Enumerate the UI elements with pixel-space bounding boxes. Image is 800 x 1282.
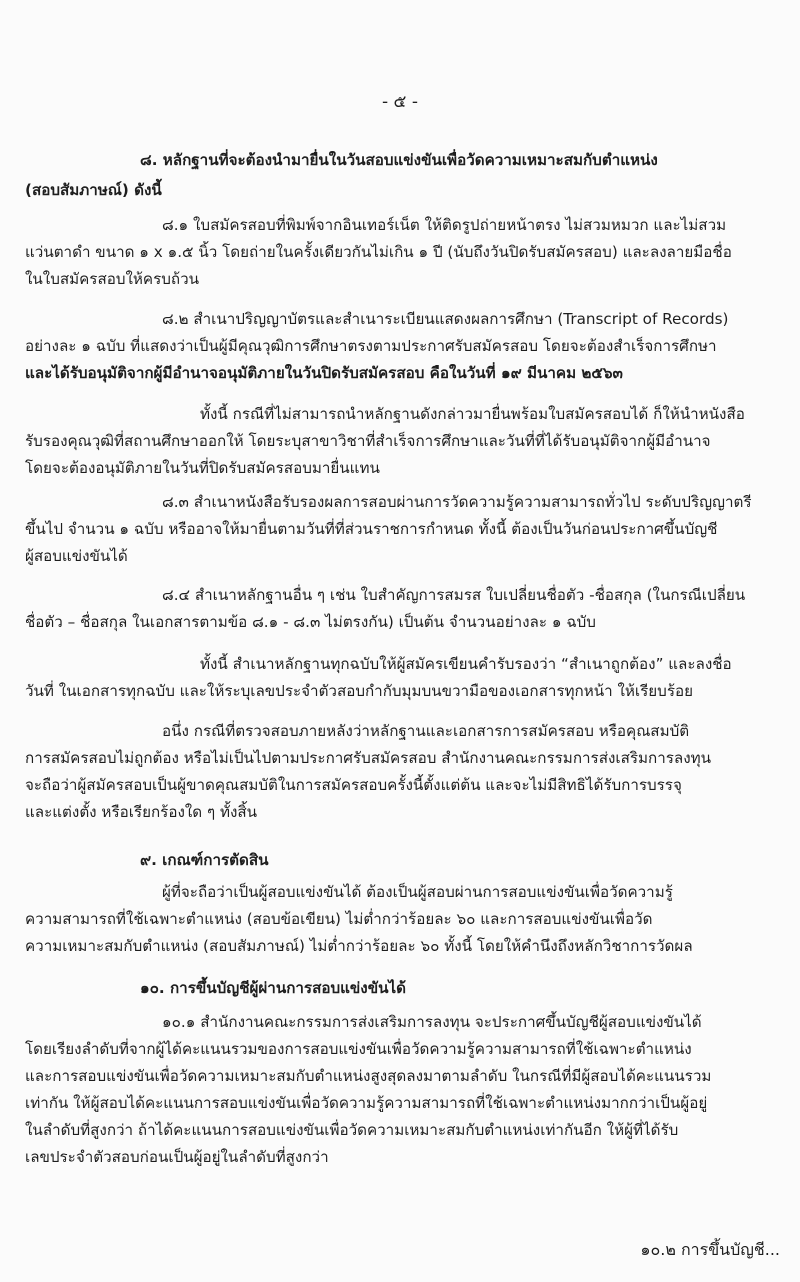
section10-line5: ในลำดับที่สูงกว่า ถ้าได้คะแนนการสอบแข่งขันเพื่อวัดความเหมาะสมกับตำแหน่งเท่ากันอีก ให้ผู้ที่ได้รับ (25, 1121, 679, 1139)
section9-line1: ผู้ที่จะถือว่าเป็นผู้สอบแข่งขันได้ ต้องเป็นผู้สอบผ่านการสอบแข่งขันเพื่อวัดความรู้ (162, 883, 673, 901)
item-8-2-line1: ๘.๒ สำเนาปริญญาบัตรและสำเนาระเบียนแสดงผลการศึกษา (Transcript of Records) (162, 310, 729, 328)
item-8-2-line2: อย่างละ ๑ ฉบับ ที่แสดงว่าเป็นผู้มีคุณวุฒิการศึกษาตรงตามประกาศรับสมัครสอบ โดยจะต้องสำเร็จการศึกษา (25, 337, 717, 355)
item-8-3-line2: ขึ้นไป จำนวน ๑ ฉบับ หรืออาจให้มายื่นตามวันที่ที่ส่วนราชการกำหนด ทั้งนี้ ต้องเป็นวันก่อนประกาศขึ้นบัญชี (25, 520, 718, 538)
section10-line2: โดยเรียงลำดับที่จากผู้ได้คะแนนรวมของการสอบแข่งขันเพื่อวัดความรู้ความสามารถที่ใช้เฉพาะตำแหน่ง (25, 1040, 692, 1058)
note-8-2-line1: ทั้งนี้ กรณีที่ไม่สามารถนำหลักฐานดังกล่าวมายื่นพร้อมใบสมัครสอบได้ ก็ให้นำหนังสือ (200, 405, 745, 423)
section9-heading: ๙. เกณฑ์การตัดสิน (140, 851, 269, 869)
section8-heading-line1: ๘. หลักฐานที่จะต้องนำมายื่นในวันสอบแข่งขันเพื่อวัดความเหมาะสมกับตำแหน่ง (140, 151, 658, 169)
invalid-note-line3: จะถือว่าผู้สมัครสอบเป็นผู้ขาดคุณสมบัติในการสมัครสอบครั้งนี้ตั้งแต่ต้น และจะไม่มีสิทธิได้รับการบรรจุ (25, 776, 682, 794)
section10-line3: และการสอบแข่งขันเพื่อวัดความเหมาะสมกับตำแหน่งสูงสุดลงมาตามลำดับ ในกรณีที่มีผู้สอบได้คะแนนรวม (25, 1067, 712, 1085)
continuation-reference: ๑๐.๒ การขึ้นบัญชี... (640, 1240, 780, 1259)
section8-heading-line2: (สอบสัมภาษณ์) ดังนี้ (25, 181, 162, 199)
certify-note-line1: ทั้งนี้ สำเนาหลักฐานทุกฉบับให้ผู้สมัครเขียนคำรับรองว่า “สำเนาถูกต้อง” และลงชื่อ (200, 655, 732, 673)
item-8-3-line3: ผู้สอบแข่งขันได้ (25, 547, 128, 565)
certify-note-line2: วันที่ ในเอกสารทุกฉบับ และให้ระบุเลขประจำตัวสอบกำกับมุมบนขวามือของเอกสารทุกหน้า ให้เรียบร้อย (25, 682, 693, 700)
section9-line2: ความสามารถที่ใช้เฉพาะตำแหน่ง (สอบข้อเขียน) ไม่ต่ำกว่าร้อยละ ๖๐ และการสอบแข่งขันเพื่อวัด (25, 910, 653, 928)
item-8-2-line3 (25, 363, 623, 383)
section10-heading: ๑๐. การขึ้นบัญชีผู้ผ่านการสอบแข่งขันได้ (140, 979, 406, 997)
item-8-1-line2: แว่นตาดำ ขนาด ๑ x ๑.๕ นิ้ว โดยถ่ายในครั้งเดียวกันไม่เกิน ๑ ปี (นับถึงวันปิดรับสมัครสอบ) และลงลายมือชื่อ (25, 243, 732, 261)
item-8-4-line1: ๘.๔ สำเนาหลักฐานอื่น ๆ เช่น ใบสำคัญการสมรส ใบเปลี่ยนชื่อตัว -ชื่อสกุล (ในกรณีเปลี่ยน (162, 586, 746, 604)
note-8-2-line2: รับรองคุณวุฒิที่สถานศึกษาออกให้ โดยระบุสาขาวิชาที่สำเร็จการศึกษาและวันที่ที่ได้รับอนุมัติจากผู้มีอำนาจ (25, 432, 711, 450)
item-8-1-line1: ๘.๑ ใบสมัครสอบที่พิมพ์จากอินเทอร์เน็ต ให้ติดรูปถ่ายหน้าตรง ไม่สวมหมวก และไม่สวม (162, 216, 727, 234)
item-8-2-deadline: คือในวันที่ ๑๙ มีนาคม ๒๕๖๓ (429, 364, 623, 382)
invalid-note-line2: การสมัครสอบไม่ถูกต้อง หรือไม่เป็นไปตามประกาศรับสมัครสอบ สำนักงานคณะกรรมการส่งเสริมการลงทุน (25, 749, 712, 767)
section10-line4: เท่ากัน ให้ผู้สอบได้คะแนนการสอบแข่งขันเพื่อวัดความรู้ความสามารถที่ใช้เฉพาะตำแหน่งมากกว่าเป็นผู้อยู่ (25, 1094, 708, 1112)
section10-line6: เลขประจำตัวสอบก่อนเป็นผู้อยู่ในลำดับที่สูงกว่า (25, 1148, 329, 1166)
invalid-note-line4: และแต่งตั้ง หรือเรียกร้องใด ๆ ทั้งสิ้น (25, 803, 258, 821)
section10-line1: ๑๐.๑ สำนักงานคณะกรรมการส่งเสริมการลงทุน จะประกาศขึ้นบัญชีผู้สอบแข่งขันได้ (162, 1013, 702, 1031)
item-8-1-line3: ในใบสมัครสอบให้ครบถ้วน (25, 270, 199, 288)
note-8-2-line3: โดยจะต้องอนุมัติภายในวันที่ปิดรับสมัครสอบมายื่นแทน (25, 459, 380, 477)
item-8-2-approval-text: และได้รับอนุมัติจากผู้มีอำนาจอนุมัติภายในวันปิดรับสมัครสอบ (25, 364, 430, 382)
page-number: - ๕ - (382, 92, 418, 112)
item-8-3-line1: ๘.๓ สำเนาหนังสือรับรองผลการสอบผ่านการวัดความรู้ความสามารถทั่วไป ระดับปริญญาตรี (162, 493, 752, 511)
invalid-note-line1: อนึ่ง กรณีที่ตรวจสอบภายหลังว่าหลักฐานและเอกสารการสมัครสอบ หรือคุณสมบัติ (162, 722, 690, 740)
section9-line3: ความเหมาะสมกับตำแหน่ง (สอบสัมภาษณ์) ไม่ต่ำกว่าร้อยละ ๖๐ ทั้งนี้ โดยให้คำนึงถึงหลักวิชาการวัดผล (25, 937, 693, 955)
item-8-4-line2: ชื่อตัว – ชื่อสกุล ในเอกสารตามข้อ ๘.๑ - ๘.๓ ไม่ตรงกัน) เป็นต้น จำนวนอย่างละ ๑ ฉบับ (25, 613, 596, 631)
